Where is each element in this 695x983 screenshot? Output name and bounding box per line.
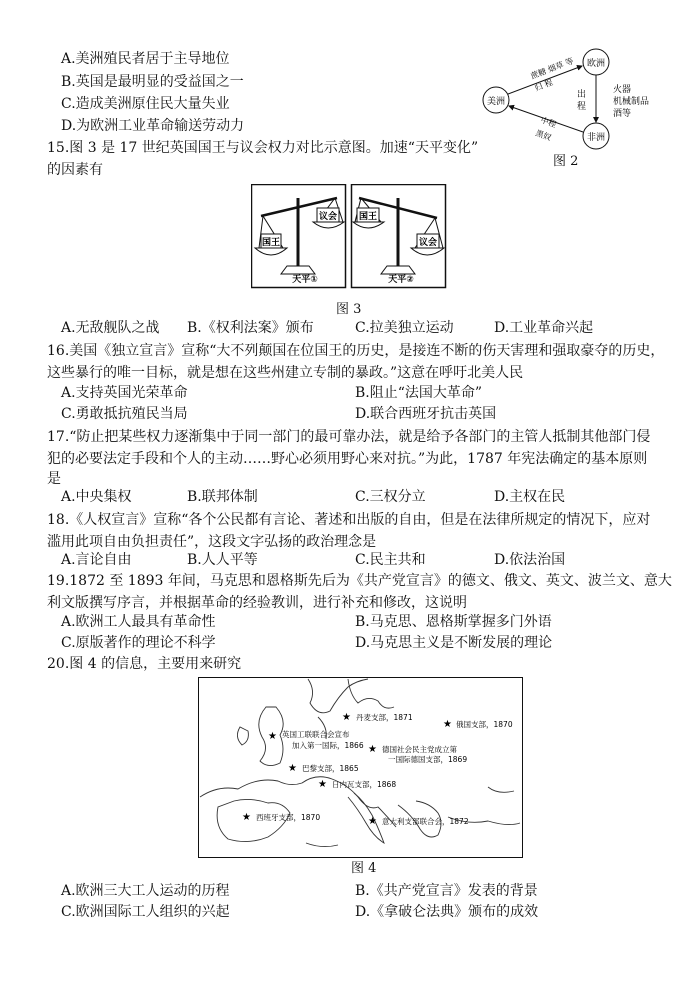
node-africa: 非洲 — [586, 133, 606, 143]
node-america: 美洲 — [486, 97, 506, 107]
figure-4-europe-map — [198, 677, 523, 858]
star-icon: ★ — [368, 816, 377, 827]
star-icon: ★ — [368, 744, 377, 755]
star-icon: ★ — [342, 712, 351, 723]
label-geneva: 日内瓦支部，1868 — [332, 780, 397, 789]
label-russia: 俄国支部，1870 — [456, 720, 513, 729]
label-germany-1: 德国社会民主党成立第 — [382, 745, 457, 754]
label-return: 归 程 — [533, 77, 555, 93]
scale1-label: 天平① — [292, 275, 318, 285]
figure-3-balance-scales — [251, 184, 447, 292]
star-icon: ★ — [288, 763, 297, 774]
q17-option-d: D.主权在民 — [494, 489, 566, 505]
q15-option-d: D.工业革命兴起 — [494, 320, 594, 336]
label-germany-2: 一国际德国支部，1869 — [388, 755, 468, 764]
q18-line1: 18.《人权宣言》宣称“各个公民都有言论、著述和出版的自由，但是在法律所规定的情况下，应对 — [47, 512, 651, 528]
star-icon: ★ — [318, 779, 327, 790]
star-icon: ★ — [443, 719, 452, 730]
q20-stem: 20.图 4 的信息，主要用来研究 — [47, 656, 242, 672]
label-top-goods: 蔗糖 烟草 等 — [529, 56, 575, 81]
q17-line1: 17.“防止把某些权力逐渐集中于同一部门的最可靠办法，就是给予各部门的主管人抵制其他部门侵 — [47, 429, 651, 445]
q17-line3: 是 — [47, 471, 61, 487]
q19-line1: 19.1872 至 1893 年间，马克思和恩格斯先后为《共产党宣言》的德文、俄文、英文、波兰文、意大 — [47, 573, 672, 589]
q18-option-a: A.言论自由 — [61, 552, 132, 568]
label-spain: 西班牙支部，1870 — [256, 813, 321, 822]
star-icon: ★ — [242, 812, 251, 823]
label-italy: 意大利支部联合会，1872 — [382, 817, 469, 826]
q18-option-c: C.民主共和 — [355, 552, 426, 568]
q17-option-b: B.联邦体制 — [187, 489, 258, 505]
q17-option-a: A.中央集权 — [61, 489, 132, 505]
q15-option-c: C.拉美独立运动 — [355, 320, 454, 336]
q16-option-b: B.阻止“法国大革命” — [355, 385, 483, 401]
label-britain-1: 英国工联联合会宣布 — [282, 730, 350, 739]
q15-stem-line2: 的因素有 — [47, 162, 103, 178]
scale1-parliament: 议会 — [318, 212, 338, 222]
label-outbound: 出 程 — [575, 89, 585, 110]
label-export-2: 机械制品 — [613, 97, 650, 107]
q20-option-d: D.《拿破仑法典》颁布的成效 — [355, 904, 539, 920]
q19-line2: 利文版撰写序言，并根据革命的经验教训，进行补充和修改，这说明 — [47, 595, 467, 611]
label-middle-passage: 中程 — [539, 115, 558, 130]
q16-line1: 16.美国《独立宣言》宣称“大不列颠国在位国王的历史，是接连不断的伤天害理和强取豪夺的历史， — [47, 343, 665, 359]
q18-option-d: D.依法治国 — [494, 552, 566, 568]
q18-option-b: B.人人平等 — [187, 552, 258, 568]
star-icon: ★ — [268, 731, 277, 742]
q15-stem-line1: 15.图 3 是 17 世纪英国国王与议会权力对比示意图。加速“天平变化” — [47, 140, 479, 156]
figure-4-caption: 图 4 — [351, 861, 377, 876]
q15-option-b: B.《权利法案》颁布 — [187, 320, 314, 336]
q19-option-b: B.马克思、恩格斯掌握多门外语 — [355, 614, 552, 630]
node-europe: 欧洲 — [586, 59, 606, 69]
label-paris: 巴黎支部，1865 — [302, 764, 359, 773]
scale2-king: 国王 — [358, 212, 378, 222]
label-slaves: 黑奴 — [534, 128, 553, 143]
q20-option-a: A.欧洲三大工人运动的历程 — [61, 883, 230, 899]
q19-option-c: C.原版著作的理论不科学 — [61, 635, 216, 651]
scale2-parliament: 议会 — [418, 238, 438, 248]
label-britain-2: 加入第一国际，1866 — [292, 741, 364, 750]
figure-3-caption: 图 3 — [336, 302, 362, 317]
q16-option-a: A.支持英国光荣革命 — [61, 385, 188, 401]
label-export-3: 酒等 — [613, 109, 632, 119]
q20-option-c: C.欧洲国际工人组织的兴起 — [61, 904, 230, 920]
q16-option-c: C.勇敢抵抗殖民当局 — [61, 406, 188, 422]
q19-option-a: A.欧洲工人最具有革命性 — [61, 614, 216, 630]
label-denmark: 丹麦支部，1871 — [356, 713, 413, 722]
q20-option-b: B.《共产党宣言》发表的背景 — [355, 883, 538, 899]
figure-2-caption: 图 2 — [553, 154, 579, 169]
q16-option-d: D.联合西班牙抗击英国 — [355, 406, 497, 422]
q14-option-d: D.为欧洲工业革命输送劳动力 — [61, 118, 245, 134]
q16-line2: 这些暴行的唯一目标，就是想在这些州建立专制的暴政。”这意在呼吁北美人民 — [47, 365, 524, 381]
q15-option-a: A.无敌舰队之战 — [61, 320, 160, 336]
q18-line2: 滥用此项自由负担责任”，这段文字弘扬的政治理念是 — [47, 534, 377, 550]
scale1-king: 国王 — [261, 238, 281, 248]
q17-option-c: C.三权分立 — [355, 489, 426, 505]
scale2-label: 天平② — [388, 275, 414, 285]
q17-line2: 犯的必要法定手段和个人的主动……野心必须用野心来对抗。”为此，1787 年宪法确定的基本原则 — [47, 451, 648, 467]
q14-option-a: A.美洲殖民者居于主导地位 — [61, 51, 230, 67]
q14-option-c: C.造成美洲原住民大量失业 — [61, 96, 230, 112]
label-export-1: 火器 — [613, 85, 632, 95]
figure-2-triangular-trade — [470, 42, 650, 154]
q14-option-b: B.英国是最明显的受益国之一 — [61, 74, 244, 90]
q19-option-d: D.马克思主义是不断发展的理论 — [355, 635, 553, 651]
